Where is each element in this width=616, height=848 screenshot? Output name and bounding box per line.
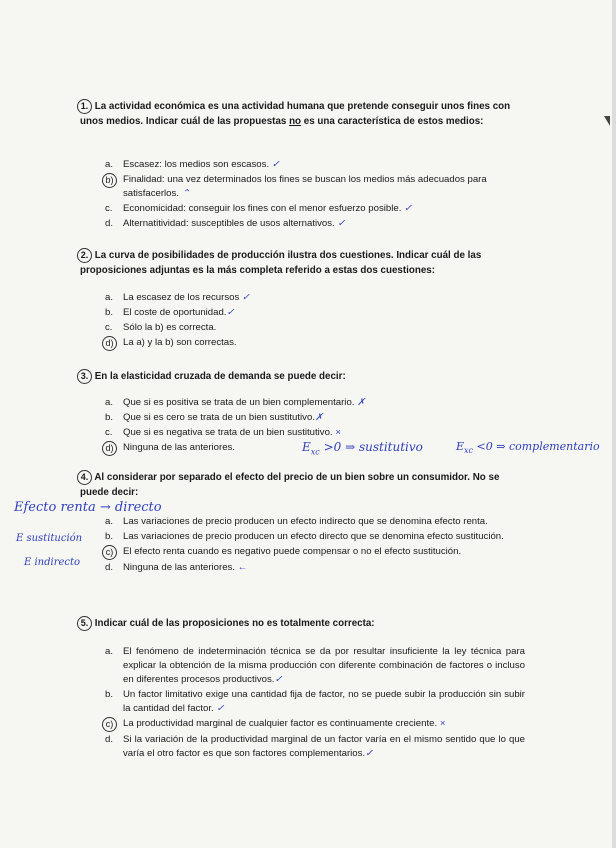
cross-mark: ✗ [314,412,324,423]
option-letter: b. [105,412,114,423]
option [105,396,525,410]
question-stem: La curva de posibilidades de producción ilustra dos cuestiones. Indicar cuál de las proposiciones adjuntas es la más completa referido a estas dos cuestiones: [80,250,482,276]
cross-mark: × [439,718,446,729]
question-stem: Al considerar por separado el efecto del precio de un bien sobre un consumidor. No se puede decir: [80,472,500,498]
option-letter: a. [105,646,114,657]
handwritten-note-efecto-renta: Efecto renta → directo [14,500,162,515]
question-number: 4. [77,470,92,485]
options-q1 [105,158,525,232]
option-letter: b. [105,307,114,318]
option [105,411,525,425]
page-edge [612,0,616,848]
option-letter: d. [105,734,114,745]
handwritten-note-exc-negative: $E_{xc} <0$ ⇒ complementario [456,440,600,456]
handwritten-note-e-sustitucion: E sustitución [16,533,83,544]
option-text: Que si es cero se trata de un bien sustitutivo. [123,412,315,423]
option-letter: d) [102,336,117,351]
check-mark: ✓ [274,674,283,685]
option-letter: d) [102,441,117,456]
check-mark: ✓ [216,703,225,714]
option [105,336,525,351]
question-2 [80,248,526,278]
option [105,561,525,575]
option [105,645,525,687]
check-mark: ✓ [404,203,413,214]
check-mark: ✓ [365,748,374,759]
option-text: El efecto renta cuando es negativo puede compensar o no el efecto sustitución. [123,546,462,557]
question-5 [80,616,526,631]
check-mark: ✓ [241,292,250,303]
option [105,688,525,716]
question-stem: En la elasticidad cruzada de demanda se puede decir: [94,371,346,382]
option-text: Ninguna de las anteriores. [123,442,235,453]
option-text: Que si es positiva se trata de un bien complementario. [123,397,355,408]
option-letter: a. [105,159,114,170]
handwritten-note-exc-positive: $E_{xc} >0$ ⇒ sustitutivo [302,440,423,457]
option [105,426,525,440]
option-text: Ninguna de las anteriores. [123,562,235,573]
cross-mark: ✗ [357,397,366,408]
option-text: El fenómeno de indeterminación técnica se da por resultar insuficiente la ley técnica para explicar la obtención de la misma producción con diferente combinación de factores o incluso en diferentes procesos productivos. [123,646,525,685]
option-letter: c) [102,717,117,732]
question-number: 3. [77,369,92,384]
question-stem: Indicar cuál de las proposiciones no es totalmente correcta: [94,618,375,629]
option [105,202,525,216]
option-text: Si la variación de la productividad marginal de un factor varía en el mismo sentido que lo que varía el otro factor es que son factores complementarios. [123,734,525,759]
option-text: La a) y la b) son correctas. [123,337,237,348]
cross-mark: × [335,427,341,438]
question-stem-no: no [289,116,302,127]
option-letter: d. [105,562,114,573]
option [105,291,525,305]
option-text: La escasez de los recursos [123,292,240,303]
arrow-mark: ← [237,562,248,573]
option-text: La productividad marginal de cualquier factor es continuamente creciente. [123,718,438,729]
option-letter: c. [105,322,113,333]
options-q4 [105,515,525,576]
option-letter: c. [105,203,113,214]
option-text: Un factor limitativo exige una cantidad fija de factor, no se puede subir la producción sin subir la cantidad del factor. [123,689,525,714]
option [105,530,525,544]
option-letter: b. [105,531,114,542]
option [105,545,525,560]
handwritten-note-e-indirecto: E indirecto [24,557,81,568]
option-text: El coste de oportunidad. [123,307,227,318]
option-letter: d. [105,218,114,229]
option [105,717,525,732]
option-text: Economicidad: conseguir los fines con el menor esfuerzo posible. [123,203,402,214]
question-stem-pre: La actividad económica es una actividad humana que pretende conseguir unos fines con unos medios. Indicar cuál de las propuestas [80,101,511,127]
option [105,515,525,529]
caret-mark: ⌃ [181,188,190,199]
check-mark: ✓ [226,307,235,318]
option [105,306,525,320]
option-letter: c) [102,545,117,560]
option-letter: c. [105,427,113,438]
question-number: 1. [77,99,92,114]
option-text: Finalidad: una vez determinados los fines se buscan los medios más adecuados para satisfacerlos. [123,174,487,199]
question-1 [80,99,526,129]
options-q2 [105,291,525,352]
option-text: Sólo la b) es correcta. [123,322,217,333]
options-q5 [105,645,525,762]
option-text: Las variaciones de precio producen un efecto indirecto que se denomina efecto renta. [123,516,488,527]
option-letter: b) [102,173,117,188]
option-text: Las variaciones de precio producen un efecto directo que se denomina efecto sustitución. [123,531,504,542]
option-letter: b. [105,689,114,700]
option-letter: a. [105,397,114,408]
check-mark: ✓ [271,159,280,170]
option [105,321,525,335]
question-number: 5. [77,616,92,631]
option-text: Que si es negativa se trata de un bien sustitutivo. [123,427,333,438]
option-letter: a. [105,516,114,527]
option-text: Escasez: los medios son escasos. [123,159,270,170]
option-letter: a. [105,292,114,303]
question-number: 2. [77,248,92,263]
page-corner-mark [604,116,610,126]
question-4 [80,470,526,500]
check-mark: ✓ [337,218,346,229]
option [105,217,525,231]
option [105,173,525,201]
option [105,733,525,761]
question-3 [80,369,526,384]
option-text: Alternatitividad: susceptibles de usos alternativos. [123,218,335,229]
option [105,158,525,172]
question-stem-post: es una característica de estos medios: [301,116,484,127]
